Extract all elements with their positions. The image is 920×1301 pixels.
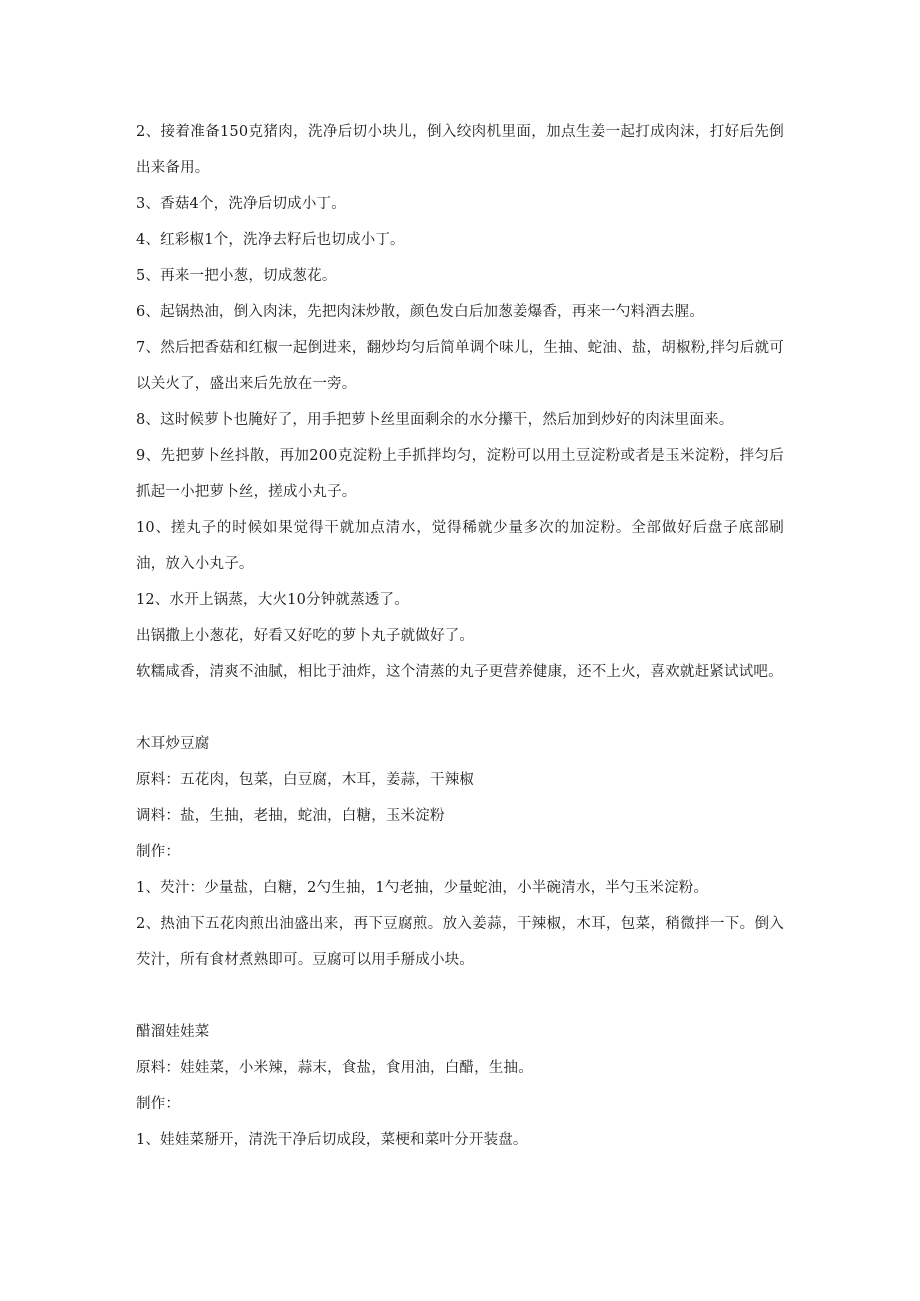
blank-line xyxy=(136,690,784,726)
step-paragraph: 3、香菇4个，洗净后切成小丁。 xyxy=(136,196,346,212)
ingredients-line: 原料：娃娃菜，小米辣，蒜末，食盐，食用油，白醋，生抽。 xyxy=(136,1060,533,1076)
step-paragraph: 1、芡汁：少量盐，白糖，2勺生抽，1勺老抽，少量蛇油，小半碗清水，半勺玉米淀粉。 xyxy=(136,880,709,896)
step-paragraph: 2、接着准备150克猪肉，洗净后切小块儿，倒入绞肉机里面，加点生姜一起打成肉沫，打好后先倒出来备用。 xyxy=(136,124,784,176)
step-paragraph: 2、热油下五花肉煎出油盛出来，再下豆腐煎。放入姜蒜，干辣椒，木耳，包菜，稍微拌一下。倒入芡汁，所有食材煮熟即可。豆腐可以用手掰成小块。 xyxy=(136,916,784,968)
recipe-title: 醋溜娃娃菜 xyxy=(136,1024,210,1040)
method-label: 制作： xyxy=(136,844,181,860)
document-page xyxy=(136,114,784,1158)
step-paragraph: 10、搓丸子的时候如果觉得干就加点清水，觉得稀就少量多次的加淀粉。全部做好后盘子底部刷油，放入小丸子。 xyxy=(136,520,784,572)
closing-paragraph: 软糯咸香，清爽不油腻，相比于油炸，这个清蒸的丸子更营养健康，还不上火，喜欢就赶紧试试吧。 xyxy=(136,664,783,680)
step-paragraph: 6、起锅热油，倒入肉沫，先把肉沫炒散，颜色发白后加葱姜爆香，再来一勺料酒去腥。 xyxy=(136,304,705,320)
seasoning-line: 调料：盐，生抽，老抽，蛇油，白糖，玉米淀粉 xyxy=(136,808,445,824)
method-label: 制作： xyxy=(136,1096,181,1112)
step-paragraph: 1、娃娃菜掰开，清洗干净后切成段，菜梗和菜叶分开装盘。 xyxy=(136,1132,528,1148)
step-paragraph: 4、红彩椒1个，洗净去籽后也切成小丁。 xyxy=(136,232,405,248)
step-paragraph: 8、这时候萝卜也腌好了，用手把萝卜丝里面剩余的水分攥干，然后加到炒好的肉沫里面来。 xyxy=(136,412,734,428)
blank-line xyxy=(136,978,784,1014)
step-paragraph: 7、然后把香菇和红椒一起倒进来，翻炒均匀后简单调个味儿，生抽、蛇油、盐，胡椒粉,拌匀后就可以关火了，盛出来后先放在一旁。 xyxy=(136,340,784,392)
step-paragraph: 9、先把萝卜丝抖散，再加200克淀粉上手抓拌均匀，淀粉可以用土豆淀粉或者是玉米淀粉，拌匀后抓起一小把萝卜丝，搓成小丸子。 xyxy=(136,448,784,500)
step-paragraph: 12、水开上锅蒸，大火10分钟就蒸透了。 xyxy=(136,592,409,608)
ingredients-line: 原料：五花肉，包菜，白豆腐，木耳，姜蒜，干辣椒 xyxy=(136,772,475,788)
step-paragraph: 5、再来一把小葱，切成葱花。 xyxy=(136,268,337,284)
closing-paragraph: 出锅撒上小葱花，好看又好吃的萝卜丸子就做好了。 xyxy=(136,628,475,644)
recipe-title: 木耳炒豆腐 xyxy=(136,736,210,752)
